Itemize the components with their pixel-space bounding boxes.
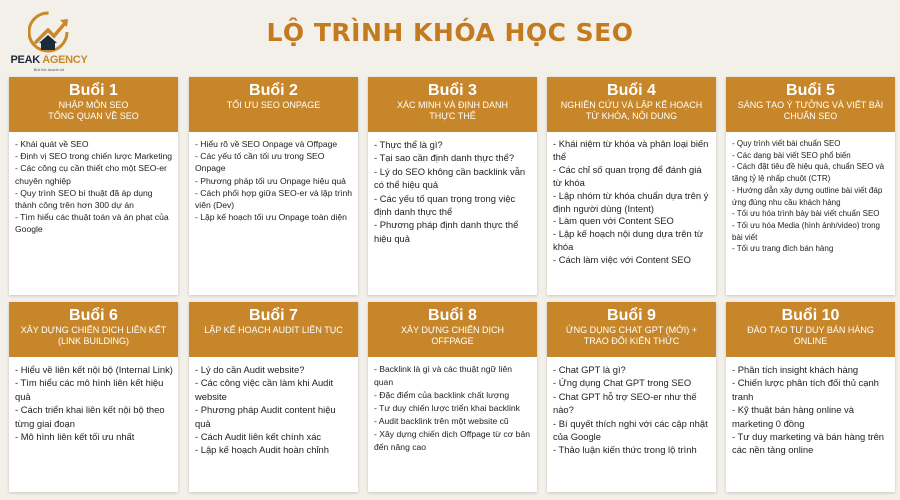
list-item: - Tìm hiểu các mô hình liên kết hiệu quả xyxy=(15,377,164,402)
list-item: - Tối ưu hóa trình bày bài viết chuẩn SEO xyxy=(732,209,880,219)
session-header xyxy=(726,77,895,132)
list-item: - Chat GPT hỗ trợ SEO-er như thế nào? xyxy=(553,390,697,416)
list-item: - Hiểu rõ về SEO Onpage và Offpage xyxy=(195,139,338,149)
list-item: - Phương pháp tối ưu Onpage hiệu quả xyxy=(195,175,346,186)
session-topic: XÂY DỰNG CHIẾN DỊCH LIÊN KẾT (LINK BUILDING) xyxy=(20,325,167,346)
session-label: Buổi 7 xyxy=(249,307,298,324)
list-item: - Phân tích insight khách hàng xyxy=(732,364,859,375)
list-item: - Cách Audit liên kết chính xác xyxy=(195,431,322,443)
list-item: - Xây dựng chiến dịch Offpage từ cơ bản đến nâng cao xyxy=(374,429,531,452)
list-item: - Kỹ thuật bán hàng online và marketing 0 đồng xyxy=(732,404,854,429)
session-content xyxy=(9,357,178,443)
session-header xyxy=(9,302,178,357)
session-content xyxy=(9,132,178,236)
list-item: - Các yếu tố cần tối ưu trong SEO Onpage xyxy=(195,151,325,174)
session-header xyxy=(189,77,358,132)
list-item: - Các công cụ cần thiết cho một SEO-er chuyên nghiệp xyxy=(15,163,167,186)
list-item: - Tại sao cần định danh thực thể? xyxy=(374,152,515,164)
list-item: - Chat GPT là gì? xyxy=(553,364,626,375)
session-label: Buổi 3 xyxy=(428,82,477,99)
list-item: - Thảo luận kiến thức trong lộ trình xyxy=(553,444,697,456)
list-item: - Các công việc cần làm khi Audit website xyxy=(195,377,334,402)
session-content xyxy=(726,357,895,457)
list-item: - Khái quát về SEO xyxy=(15,139,89,149)
session-topic: ĐÀO TẠO TƯ DUY BÁN HÀNG ONLINE xyxy=(747,325,874,346)
session-topic: ỨNG DỤNG CHAT GPT (MỚI) + TRAO ĐỔI KIẾN THỨC xyxy=(565,325,698,346)
list-item: - Chiến lược phân tích đối thủ cạnh tranh xyxy=(732,377,879,402)
session-card-6 xyxy=(9,302,178,492)
session-card-10 xyxy=(726,302,895,492)
session-topic: XÂY DỰNG CHIẾN DỊCH OFFPAGE xyxy=(400,325,505,346)
session-label: Buổi 5 xyxy=(786,82,835,99)
session-header xyxy=(189,302,358,357)
list-item: - Định vị SEO trong chiến lược Marketing xyxy=(15,151,173,162)
list-item: - Backlink là gì và các thuật ngữ liên quan xyxy=(374,364,513,387)
page-title: LỘ TRÌNH KHÓA HỌC SEO xyxy=(266,18,634,47)
session-card-3 xyxy=(368,77,537,295)
list-item: - Lập kế hoạch nội dung dựa trên từ khóa xyxy=(553,228,704,253)
session-header xyxy=(547,77,716,132)
list-item: - Khái niệm từ khóa và phân loại biến thể xyxy=(553,138,709,162)
session-topic: XÁC MINH VÀ ĐỊNH DANH THỰC THỂ xyxy=(396,100,508,121)
list-item: - Cách đặt tiêu đề hiệu quả, chuẩn SEO và tăng tỷ lệ nhấp chuột (CTR) xyxy=(732,162,885,184)
session-content xyxy=(189,132,358,223)
list-item: - Ứng dụng Chat GPT trong SEO xyxy=(553,377,692,389)
list-item: - Tìm hiểu các thuật toán và án phạt của Google xyxy=(15,212,169,235)
list-item: - Các dạng bài viết SEO phổ biến xyxy=(732,150,851,160)
list-item: - Tư duy chiến lược triển khai backlink xyxy=(374,403,520,413)
session-card-2 xyxy=(189,77,358,295)
list-item: - Bí quyết thích nghi với các cập nhật của Google xyxy=(553,417,708,443)
list-item: - Hướng dẫn xây dựng outline bài viết đáp ứng đúng nhu cầu khách hàng xyxy=(732,185,883,207)
list-item: - Cách phối hợp giữa SEO-er và lập trình viên (Dev) xyxy=(195,187,353,211)
session-content xyxy=(726,132,895,255)
session-label: Buổi 6 xyxy=(69,307,118,324)
session-card-4 xyxy=(547,77,716,295)
session-header xyxy=(9,77,178,132)
session-topic: TỐI ƯU SEO ONPAGE xyxy=(226,100,321,110)
session-content xyxy=(189,357,358,457)
list-item: - Cách làm việc với Content SEO xyxy=(553,254,691,266)
session-header xyxy=(368,77,537,132)
list-item: - Lập nhóm từ khóa chuẩn dựa trên ý định người dùng (Intent) xyxy=(553,189,709,214)
session-content xyxy=(547,357,716,457)
list-item: - Lý do SEO không cần backlink vẫn có thể hiệu quả xyxy=(374,165,526,191)
session-card-7 xyxy=(189,302,358,492)
session-topic: SÁNG TẠO Ý TƯỞNG VÀ VIẾT BÀI CHUẨN SEO xyxy=(737,100,884,121)
list-item: - Làm quen với Content SEO xyxy=(553,215,674,227)
list-item: - Đặc điểm của backlink chất lượng xyxy=(374,390,510,400)
list-item: - Thực thể là gì? xyxy=(374,139,443,150)
session-content xyxy=(368,357,537,454)
session-header xyxy=(368,302,537,357)
session-label: Buổi 8 xyxy=(428,307,477,324)
session-label: Buổi 9 xyxy=(607,307,656,324)
session-label: Buổi 1 xyxy=(69,82,118,99)
session-header xyxy=(547,302,716,357)
list-item: - Lý do cần Audit website? xyxy=(195,364,305,375)
list-item: - Quy trình viết bài chuẩn SEO xyxy=(732,139,841,148)
list-item: - Lập kế hoạch Audit hoàn chỉnh xyxy=(195,444,329,456)
list-item: - Audit backlink trên một website cũ xyxy=(374,416,509,426)
list-item: - Các yếu tố quan trọng trong việc định danh thực thể xyxy=(374,192,516,218)
session-content xyxy=(547,132,716,267)
session-card-9 xyxy=(547,302,716,492)
list-item: - Cách triển khai liên kết nội bộ theo từng giai đoạn xyxy=(15,404,165,429)
session-header xyxy=(726,302,895,357)
logo-wordmark: PEAK AGENCY xyxy=(10,54,88,66)
session-card-1 xyxy=(9,77,178,295)
logo-tagline: Bứt tốc doanh số xyxy=(33,67,65,72)
list-item: - Tối ưu trang đích bán hàng xyxy=(732,244,834,254)
list-item: - Quy trình SEO bí thuật đã áp dụng thành công trên hơn 300 dự án xyxy=(15,187,153,211)
list-item: - Mô hình liên kết tối ưu nhất xyxy=(15,431,135,443)
list-item: - Các chỉ số quan trọng để đánh giá từ khóa xyxy=(553,163,702,188)
session-topic: NHẬP MÔN SEO TỔNG QUAN VỀ SEO xyxy=(48,100,139,121)
session-content xyxy=(368,132,537,245)
session-label: Buổi 10 xyxy=(781,307,840,324)
session-card-5 xyxy=(726,77,895,295)
list-item: - Hiểu về liên kết nội bộ (Internal Link) xyxy=(15,364,173,375)
list-item: - Tư duy marketing và bán hàng trên các nền tảng online xyxy=(732,431,885,456)
session-topic: LẬP KẾ HOẠCH AUDIT LIÊN TỤC xyxy=(204,325,343,335)
session-topic: NGHIÊN CỨU VÀ LẬP KẾ HOẠCH TỪ KHÓA, NỘI DUNG xyxy=(560,100,703,121)
session-label: Buổi 2 xyxy=(249,82,298,99)
list-item: - Lập kế hoạch tối ưu Onpage toàn diện xyxy=(195,212,347,223)
session-card-8 xyxy=(368,302,537,492)
list-item: - Phương pháp Audit content hiệu quả xyxy=(195,404,336,429)
session-label: Buổi 4 xyxy=(607,82,656,99)
list-item: - Tối ưu hóa Media (hình ảnh/video) trong bài viết xyxy=(732,220,880,242)
list-item: - Phương pháp định danh thực thể hiệu quả xyxy=(374,219,519,244)
